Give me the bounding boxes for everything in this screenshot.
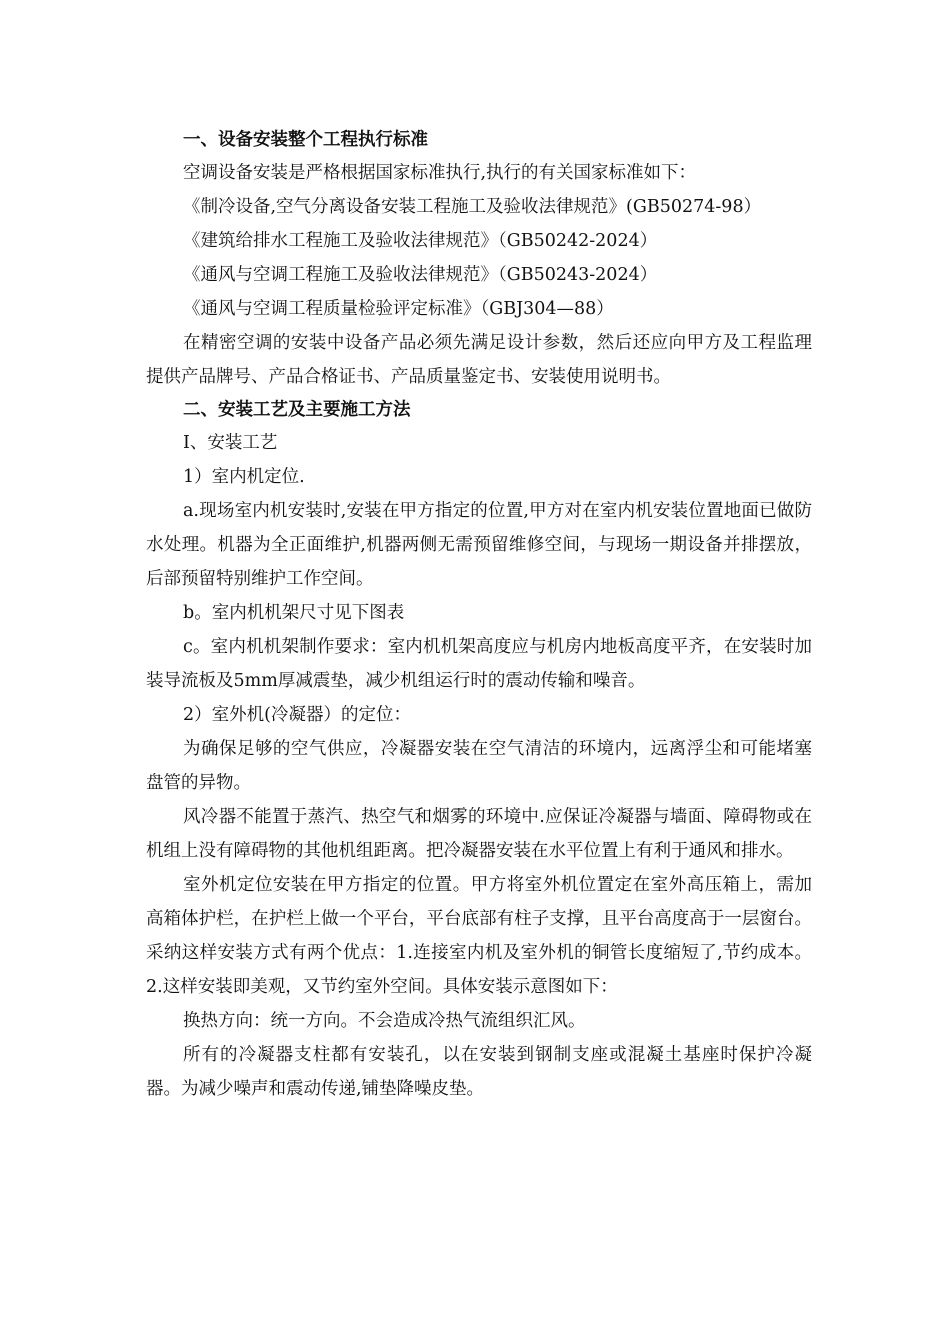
subsection-title: Ⅰ、安装工艺 (183, 433, 278, 453)
paragraph: 为确保足够的空气供应，冷凝器安装在空气清洁的环境内，远离浮尘和可能堵塞盘管的异物。 (146, 739, 812, 793)
section1-intro: 空调设备安装是严格根据国家标准执行,执行的有关国家标准如下： (183, 163, 697, 183)
item-title: 1）室内机定位. (183, 467, 305, 487)
paragraph: b。室内机机架尺寸见下图表 (183, 603, 405, 623)
standard-item: 《建筑给排水工程施工及验收法律规范》（GB50242-2024） (183, 231, 658, 251)
paragraph: 所有的冷凝器支柱都有安装孔，以在安装到钢制支座或混凝土基座时保护冷凝器。为减少噪声和震动传递,铺垫降噪皮垫。 (146, 1045, 812, 1099)
document-body (146, 124, 812, 1106)
paragraph: 风冷器不能置于蒸汽、热空气和烟雾的环境中.应保证冷凝器与墙面、障碍物或在机组上没有障碍物的其他机组距离。把冷凝器安装在水平位置上有利于通风和排水。 (146, 807, 812, 861)
item-title: 2）室外机(冷凝器）的定位： (183, 705, 411, 725)
paragraph: c。室内机机架制作要求：室内机机架高度应与机房内地板高度平齐，在安装时加装导流板及5mm厚减震垫，减少机组运行时的震动传输和噪音。 (146, 637, 812, 691)
standard-item: 《制冷设备,空气分离设备安装工程施工及验收法律规范》(GB50274-98） (183, 197, 762, 217)
section1-heading: 一、设备安装整个工程执行标准 (183, 130, 428, 150)
section1-note: 在精密空调的安装中设备产品必须先满足设计参数，然后还应向甲方及工程监理提供产品牌号、产品合格证书、产品质量鉴定书、安装使用说明书。 (146, 333, 812, 387)
paragraph: a.现场室内机安装时,安装在甲方指定的位置,甲方对在室内机安装位置地面已做防水处理。机器为全正面维护,机器两侧无需预留维修空间，与现场一期设备并排摆放，后部预留特别维护工作空间。 (146, 501, 812, 589)
section2-heading: 二、安装工艺及主要施工方法 (183, 400, 411, 420)
paragraph: 换热方向：统一方向。不会造成冷热气流组织汇风。 (183, 1011, 586, 1031)
standard-item: 《通风与空调工程质量检验评定标准》（GBJ304—88） (183, 299, 614, 319)
paragraph: 室外机定位安装在甲方指定的位置。甲方将室外机位置定在室外高压箱上，需加高箱体护栏，在护栏上做一个平台，平台底部有柱子支撑，且平台高度高于一层窗台。采纳这样安装方式有两个优点：1.连接室内机及室外机的铜管长度缩短了,节约成本。2.这样安装即美观，又节约室外空间。具体安装示意图如下： (146, 875, 812, 997)
standard-item: 《通风与空调工程施工及验收法律规范》（GB50243-2024） (183, 265, 658, 285)
